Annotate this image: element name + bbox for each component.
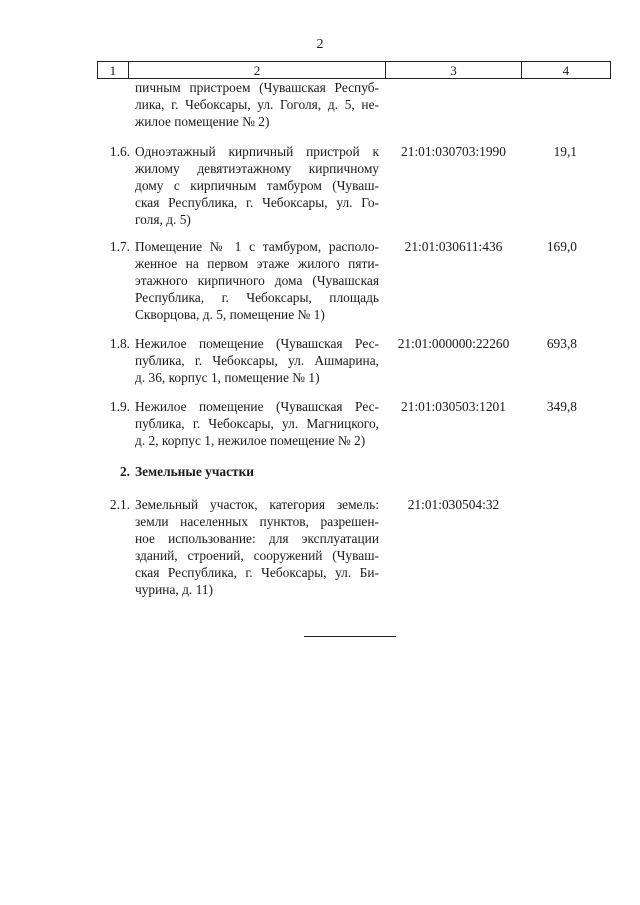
description-line: земли населенных пунктов, разрешен- [135,514,379,529]
description-line: публика, г. Чебоксары, ул. Ашмарина, [135,353,379,368]
row-number: 1.7. [109,239,130,254]
end-of-document-rule [304,636,396,637]
page-number: 2 [316,37,324,52]
cadastral-number: 21:01:000000:22260 [397,336,510,351]
row-description [135,398,379,449]
cadastral-number: 21:01:030703:1990 [401,144,506,159]
description-line: женное на первом этаже жилого пяти- [135,256,379,271]
column-header-4: 4 [521,62,610,79]
description-line: голя, д. 5) [135,212,191,227]
description-line: пичным пристроем (Чувашская Респуб- [135,80,379,95]
description-line: ская Республика, г. Чебоксары, ул. Би- [135,565,379,580]
description-line: лика, г. Чебоксары, ул. Гоголя, д. 5, не- [135,97,379,112]
area-value: 349,8 [546,399,577,414]
area-value: 693,8 [546,336,577,351]
description-line: Скворцова, д. 5, помещение № 1) [135,307,325,322]
description-line: ное использование: для эксплуатации [135,531,379,546]
description-line: д. 2, корпус 1, нежилое помещение № 2) [135,433,366,448]
column-header-table [97,61,611,79]
description-line: чурина, д. 11) [135,582,213,597]
description-line: Земельный участок, категория земель: [135,497,379,512]
row-number: 2.1. [109,497,130,512]
description-line: ская Республика, г. Чебоксары, ул. Го- [135,195,379,210]
description-line: этажного кирпичного дома (Чувашская [135,273,379,288]
cadastral-number: 21:01:030503:1201 [401,399,506,414]
description-line: Нежилое помещение (Чувашская Рес- [135,336,379,351]
row-number: 1.8. [109,336,130,351]
description-line: д. 36, корпус 1, помещение № 1) [135,370,320,385]
column-header-2: 2 [128,62,385,79]
row-number: 1.6. [109,144,130,159]
section-number: 2. [119,464,130,479]
row-description [135,79,379,130]
description-line: Нежилое помещение (Чувашская Рес- [135,399,379,414]
cadastral-number: 21:01:030504:32 [407,497,500,512]
description-line: зданий, строений, сооружений (Чуваш- [135,548,379,563]
description-line: публика, г. Чебоксары, ул. Магницкого, [135,416,379,431]
section-title: Земельные участки [135,464,255,479]
row-number: 1.9. [109,399,130,414]
area-value: 19,1 [553,144,577,159]
row-description [135,335,379,386]
description-line: Республика, г. Чебоксары, площадь [135,290,379,305]
description-line: жилое помещение № 2) [135,114,270,129]
description-line: жилому девятиэтажному кирпичному [135,161,379,176]
description-line: дому с кирпичным тамбуром (Чуваш- [135,178,379,193]
row-description [135,143,379,228]
description-line: Помещение № 1 с тамбуром, располо- [135,239,379,254]
cadastral-number: 21:01:030611:436 [404,239,503,254]
column-header-1: 1 [98,62,129,79]
column-header-3: 3 [386,62,522,79]
area-value: 169,0 [546,239,577,254]
description-line: Одноэтажный кирпичный пристрой к [135,144,379,159]
row-description [135,496,379,598]
row-description [135,238,379,323]
